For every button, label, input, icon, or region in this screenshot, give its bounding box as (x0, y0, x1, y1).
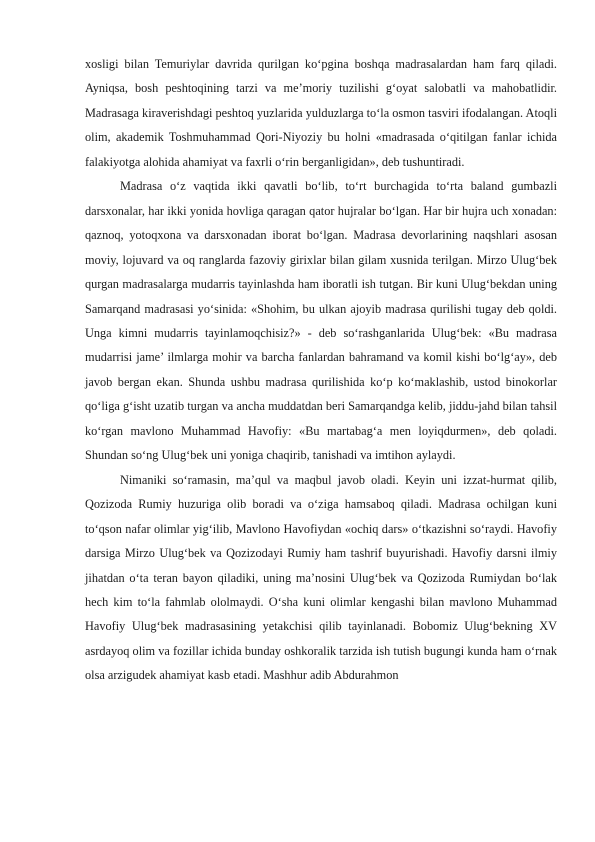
paragraph-1: xosligi bilan Temuriylar davrida qurilgan ko‘pgina boshqa madrasalardan ham farq qiladi. Ayniqsa, bosh peshtoqining tarzi va me’moriy tuzilishi g‘oyat salobatli va mahobatlidir. Madrasaga kiraverishdagi peshtoq yuzlarida yulduzlarga to‘la osmon tasviri ifodalangan. Atoqli olim, akademik Toshmuhammad Qori-Niyoziy bu holni «madrasada o‘qitilgan fanlar ichida falakiyotga alohida ahamiyat va faxrli o‘rin berganligidan», deb tushuntiradi. (85, 57, 557, 169)
document-page (85, 52, 557, 688)
paragraph-3: Nimaniki so‘ramasin, ma’qul va maqbul javob oladi. Keyin uni izzat-hurmat qilib, Qozizoda Rumiy huzuriga olib boradi va o‘ziga hamsaboq qiladi. Madrasa ochilgan kuni to‘qson nafar olimlar yig‘ilib, Mavlono Havofiydan «ochiq dars» o‘tkazishni so‘raydi. Havofiy darsiga Mirzo Ulug‘bek va Qozizodayi Rumiy ham tashrif buyurishadi. Havofiy darsni ilmiy jihatdan o‘ta teran bayon qiladiki, uning ma’nosini Ulug‘bek va Qozizoda Rumiydan bo‘lak hech kim to‘la fahmlab ololmaydi. O‘sha kuni olimlar kengashi bilan mavlono Muhammad Havofiy Ulug‘bek madrasasining yetakchisi qilib tayinlanadi. Bobomiz Ulug‘bekning XV asrdayoq olim va fozillar ichida bunday oshkoralik tarzida ish tutish bugungi kunda ham o‘rnak olsa arzigudek ahamiyat kasb etadi. Mashhur adib Abdurahmon (85, 472, 557, 683)
paragraph-2: Madrasa o‘z vaqtida ikki qavatli bo‘lib, to‘rt burchagida to‘rta baland gumbazli darsxonalar, har ikki yonida hovliga qaragan qator hujralar bo‘lgan. Har bir hujra uch xonadan: qaznoq, yotoqxona va darsxonadan iborat bo‘lgan. Madrasa devorlarining naqshlari asosan moviy, lojuvard va oq ranglarda fazoviy girixlar bilan gilam xusnida terilgan. Mirzo Ulug‘bek qurgan madrasalarga mudarris tayinlashda ham iboratli ish tutgan. Bir kuni Ulug‘bekdan uning Samarqand madrasasi yo‘sinida: «Shohim, bu ulkan ajoyib madrasa qurilishi tugay deb qoldi. Unga kimni mudarris tayinlamoqchisiz?» - deb so‘rashganlarida Ulug‘bek: «Bu madrasa mudarrisi jame’ ilmlarga mohir va barcha fanlardan bahramand va komil kishi bo‘lg‘ay», deb javob bergan ekan. Shunda ushbu madrasa qurilishida ko‘p ko‘maklashib, ustod binokorlar qo‘liga g‘isht uzatib turgan va ancha muddatdan beri Samarqandga kelib, jiddu-jahd bilan tahsil ko‘rgan mavlono Muhammad Havofiy: «Bu martabag‘a men loyiqdurmen», deb qoladi. Shundan so‘ng Ulug‘bek uni yoniga chaqirib, tanishadi va imtihon aylaydi. (85, 179, 557, 463)
